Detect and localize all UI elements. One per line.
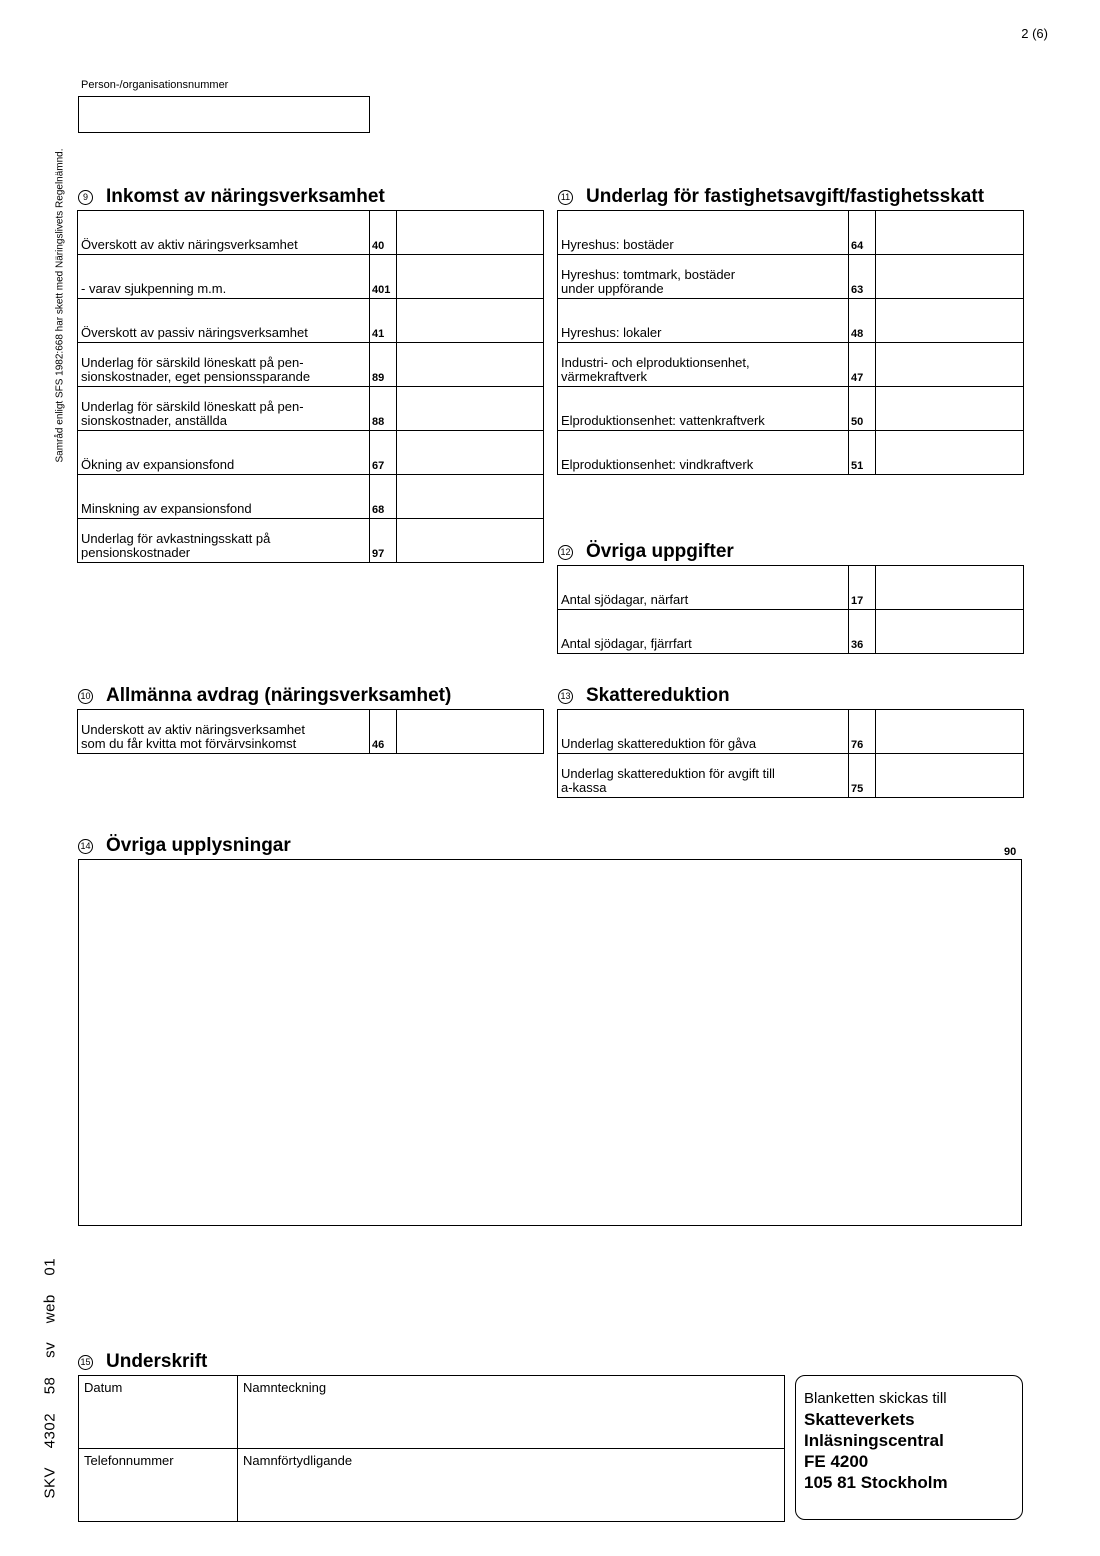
amount-input[interactable] <box>876 610 1024 654</box>
field-code: 41 <box>370 299 397 343</box>
page-number: 2 (6) <box>1021 26 1048 41</box>
amount-input[interactable] <box>876 431 1024 475</box>
field-code: 68 <box>370 475 397 519</box>
field-label: Underskott av aktiv näringsverksamhet som du får kvitta mot förvärvsinkomst <box>78 710 370 754</box>
section-number-badge: 9 <box>78 190 93 205</box>
section-9-table <box>77 210 544 563</box>
amount-input[interactable] <box>876 255 1024 299</box>
amount-input[interactable] <box>876 566 1024 610</box>
form-row <box>78 710 544 754</box>
field-code: 17 <box>849 566 876 610</box>
name-clarification-label: Namnförtydligande <box>243 1453 353 1468</box>
section-10-title <box>78 685 451 707</box>
amount-input[interactable] <box>876 710 1024 754</box>
section-title-text: Skattereduktion <box>586 685 730 706</box>
form-row <box>558 255 1024 299</box>
field-code: 50 <box>849 387 876 431</box>
field-code: 97 <box>370 519 397 563</box>
section-title-text: Övriga upplysningar <box>106 835 291 856</box>
signature-label: Namnteckning <box>243 1380 327 1395</box>
field-code-90: 90 <box>1004 846 1017 858</box>
signature-table <box>78 1375 785 1522</box>
section-number-badge: 14 <box>78 839 93 854</box>
amount-input[interactable] <box>397 211 544 255</box>
section-13-table <box>557 709 1024 798</box>
amount-input[interactable] <box>397 343 544 387</box>
section-number-badge: 15 <box>78 1355 93 1370</box>
field-code: 401 <box>370 255 397 299</box>
field-label: - varav sjukpenning m.m. <box>78 255 370 299</box>
form-row <box>78 431 544 475</box>
field-label: Hyreshus: tomtmark, bostäder under uppförande <box>558 255 849 299</box>
field-code: 88 <box>370 387 397 431</box>
form-row <box>558 566 1024 610</box>
field-code: 76 <box>849 710 876 754</box>
section-title-text: Inkomst av näringsverksamhet <box>106 186 385 207</box>
date-field[interactable] <box>79 1376 238 1449</box>
form-code: SKV 4302 58 sv web 01 <box>41 1257 59 1499</box>
amount-input[interactable] <box>397 710 544 754</box>
amount-input[interactable] <box>397 431 544 475</box>
section-9-title <box>78 186 385 208</box>
field-code: 89 <box>370 343 397 387</box>
amount-input[interactable] <box>876 299 1024 343</box>
section-11-table <box>557 210 1024 475</box>
form-row <box>558 431 1024 475</box>
field-code: 47 <box>849 343 876 387</box>
field-label: Industri- och elproduktionsenhet, värmekraftverk <box>558 343 849 387</box>
form-row <box>78 475 544 519</box>
other-info-textarea[interactable] <box>78 859 1022 1226</box>
field-code: 67 <box>370 431 397 475</box>
send-to-box <box>795 1375 1023 1520</box>
section-15-title <box>78 1351 207 1373</box>
form-row <box>558 710 1024 754</box>
person-id-input[interactable] <box>78 96 370 133</box>
section-number-badge: 10 <box>78 689 93 704</box>
section-title-text: Allmänna avdrag (näringsverksamhet) <box>106 685 452 706</box>
section-title-text: Underskrift <box>106 1351 208 1372</box>
field-code: 64 <box>849 211 876 255</box>
amount-input[interactable] <box>876 343 1024 387</box>
section-12-table <box>557 565 1024 654</box>
field-label: Överskott av passiv näringsverksamhet <box>78 299 370 343</box>
section-title-text: Övriga uppgifter <box>586 541 734 562</box>
amount-input[interactable] <box>876 754 1024 798</box>
section-title-text: Underlag för fastighetsavgift/fastighetsskatt <box>586 186 985 207</box>
field-label: Överskott av aktiv näringsverksamhet <box>78 211 370 255</box>
form-row <box>78 211 544 255</box>
phone-label: Telefonnummer <box>84 1453 174 1468</box>
amount-input[interactable] <box>397 255 544 299</box>
form-row <box>78 299 544 343</box>
section-12-title <box>558 541 734 563</box>
amount-input[interactable] <box>397 475 544 519</box>
section-14-title <box>78 835 291 857</box>
phone-field[interactable] <box>79 1449 238 1522</box>
field-code: 75 <box>849 754 876 798</box>
field-label: Underlag för särskild löneskatt på pen- sionskostnader, eget pensionssparande <box>78 343 370 387</box>
field-code: 40 <box>370 211 397 255</box>
form-row <box>78 343 544 387</box>
field-label: Antal sjödagar, närfart <box>558 566 849 610</box>
form-row <box>558 610 1024 654</box>
form-row <box>78 255 544 299</box>
form-row <box>558 299 1024 343</box>
person-id-label: Person-/organisationsnummer <box>81 79 229 91</box>
send-to-line3: FE 4200 <box>804 1452 869 1471</box>
amount-input[interactable] <box>397 387 544 431</box>
field-label: Hyreshus: lokaler <box>558 299 849 343</box>
field-code: 36 <box>849 610 876 654</box>
field-label: Underlag för särskild löneskatt på pen- sionskostnader, anställda <box>78 387 370 431</box>
field-label: Elproduktionsenhet: vindkraftverk <box>558 431 849 475</box>
side-note: Samråd enligt SFS 1982:668 har skett med Näringslivets Regelnämnd. <box>54 148 66 463</box>
field-code: 51 <box>849 431 876 475</box>
field-label: Underlag för avkastningsskatt på pensionskostnader <box>78 519 370 563</box>
section-number-badge: 13 <box>558 689 573 704</box>
field-label: Underlag skattereduktion för gåva <box>558 710 849 754</box>
field-label: Elproduktionsenhet: vattenkraftverk <box>558 387 849 431</box>
section-number-badge: 12 <box>558 545 573 560</box>
field-label: Underlag skattereduktion för avgift till a-kassa <box>558 754 849 798</box>
name-clarification-field[interactable] <box>238 1449 785 1522</box>
signature-field[interactable] <box>238 1376 785 1449</box>
amount-input[interactable] <box>397 519 544 563</box>
form-row <box>558 343 1024 387</box>
field-code: 46 <box>370 710 397 754</box>
section-number-badge: 11 <box>558 190 573 205</box>
field-label: Minskning av expansionsfond <box>78 475 370 519</box>
field-label: Hyreshus: bostäder <box>558 211 849 255</box>
send-to-line2: Inläsningscentral <box>804 1431 944 1450</box>
date-label: Datum <box>84 1380 123 1395</box>
field-code: 48 <box>849 299 876 343</box>
form-row <box>558 387 1024 431</box>
section-11-title <box>558 186 984 208</box>
amount-input[interactable] <box>876 211 1024 255</box>
send-to-intro: Blanketten skickas till <box>804 1390 947 1407</box>
form-row <box>558 211 1024 255</box>
section-10-table <box>77 709 544 754</box>
section-13-title <box>558 685 730 707</box>
field-code: 63 <box>849 255 876 299</box>
field-label: Antal sjödagar, fjärrfart <box>558 610 849 654</box>
amount-input[interactable] <box>876 387 1024 431</box>
form-row <box>78 387 544 431</box>
amount-input[interactable] <box>397 299 544 343</box>
form-row <box>558 754 1024 798</box>
send-to-line4: 105 81 Stockholm <box>804 1473 948 1492</box>
send-to-line1: Skatteverkets <box>804 1410 915 1429</box>
form-row <box>78 519 544 563</box>
field-label: Ökning av expansionsfond <box>78 431 370 475</box>
